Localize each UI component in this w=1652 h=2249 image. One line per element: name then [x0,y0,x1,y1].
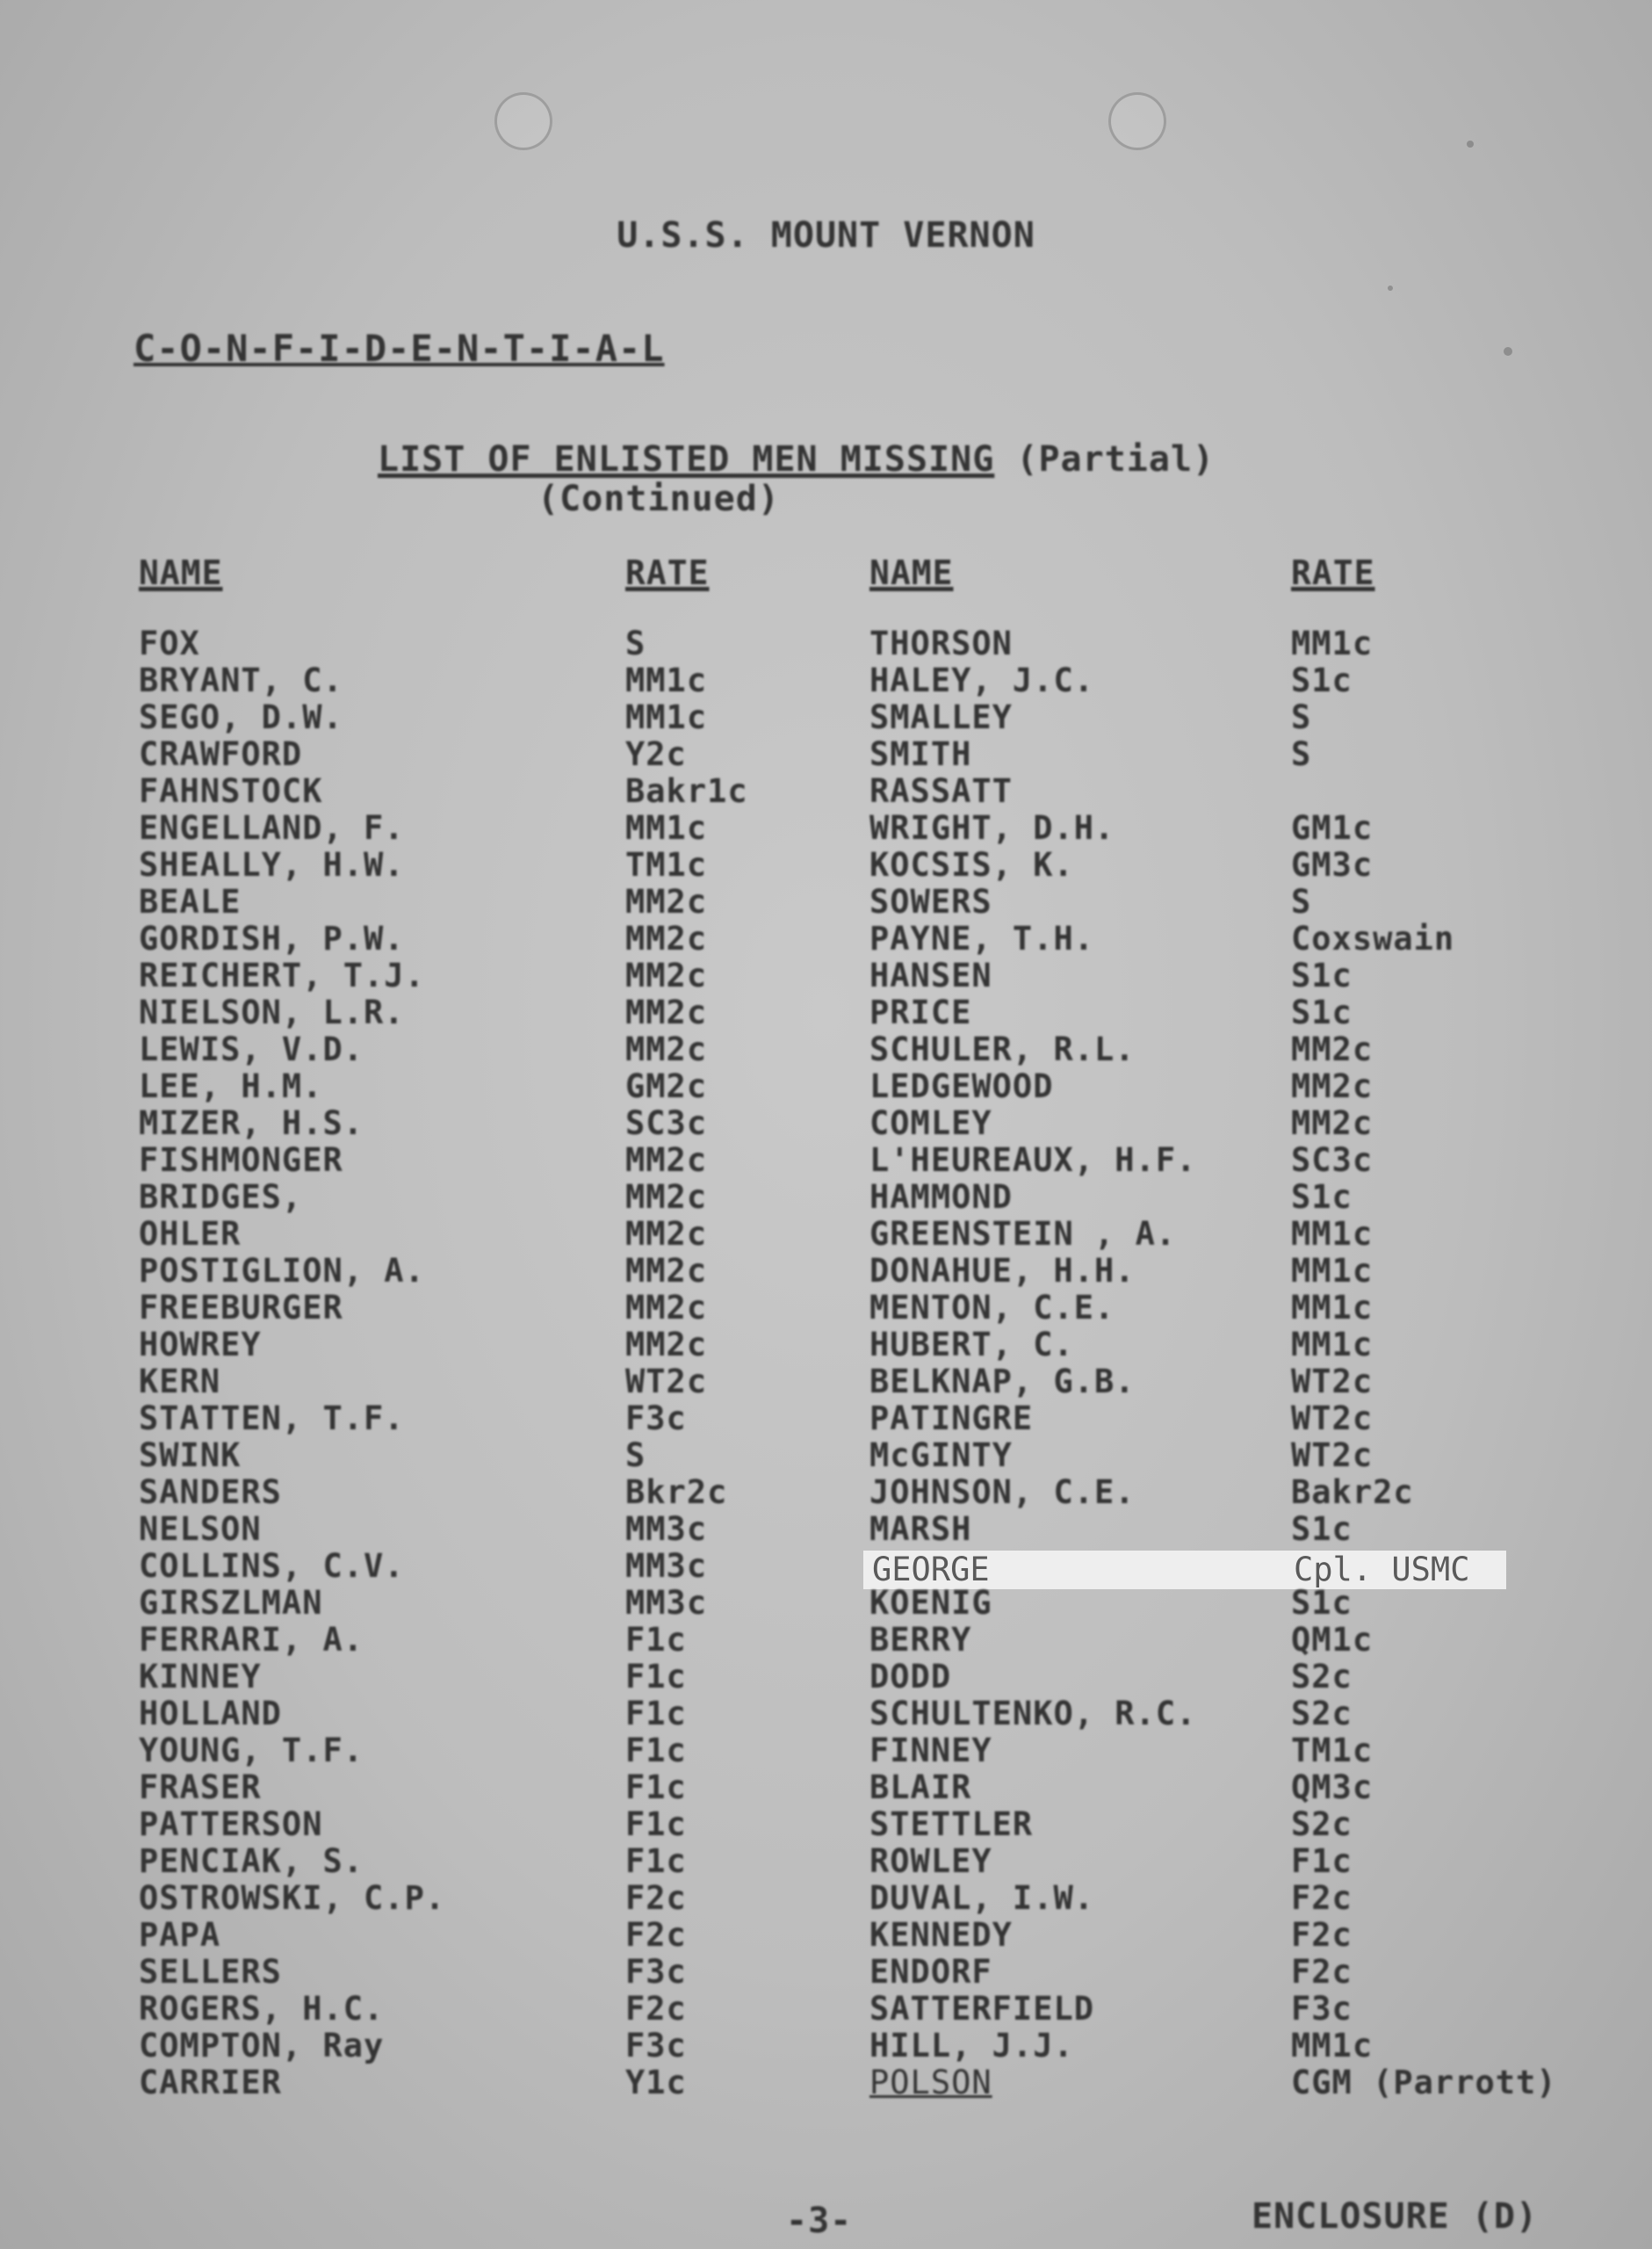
left-row-name: HOLLAND [139,1695,282,1732]
left-row-name: BRYANT, C. [139,662,343,699]
left-row-rate: GM2c [625,1067,708,1105]
left-row-rate: Y2c [625,735,687,773]
highlighted-rate: Cpl. USMC [1294,1551,1470,1588]
right-row-name: HUBERT, C. [869,1326,1074,1363]
left-row-rate: Bkr2c [625,1473,728,1511]
right-row-name: SMITH [869,735,972,773]
right-row-name: SCHULER, R.L. [869,1030,1136,1068]
right-row-rate: Coxswain [1291,920,1455,958]
right-row-rate: MM1c [1291,1326,1374,1363]
left-row-rate: MM1c [625,662,708,699]
left-row-name: COLLINS, C.V. [139,1547,405,1585]
left-row-rate: MM2c [625,957,708,994]
left-row-name: BRIDGES, [139,1178,303,1216]
right-row-rate: S1c [1291,1510,1353,1548]
list-title [378,439,1215,480]
right-row-name: THORSON [869,625,1013,662]
left-row-name: GORDISH, P.W. [139,920,405,958]
right-row-name: BELKNAP, G.B. [869,1363,1136,1400]
right-rate-column [1291,626,1557,2101]
right-row-name: WRIGHT, D.H. [869,809,1115,847]
right-row-name: ENDORF [869,1953,992,1991]
paper-speck [1467,141,1474,148]
left-row-name: KERN [139,1363,221,1400]
right-row-name: SCHULTENKO, R.C. [869,1695,1197,1732]
right-row-name: MARSH [869,1510,972,1548]
right-row-name: KENNEDY [869,1916,1013,1954]
right-row-name: HAMMOND [869,1178,1013,1216]
punch-hole-left [494,92,552,150]
left-row-rate: WT2c [625,1363,708,1400]
left-row-rate: MM2c [625,920,708,958]
right-row-rate: MM2c [1291,1030,1374,1068]
left-row-name: CRAWFORD [139,735,303,773]
left-row-rate: MM2c [625,1141,708,1179]
left-row-name: CARRIER [139,2064,282,2101]
punch-hole-right [1108,92,1166,150]
right-row-rate: SC3c [1291,1141,1374,1179]
right-row-rate: F1c [1291,1842,1353,1880]
left-row-rate: F1c [625,1695,687,1732]
left-row-rate: TM1c [625,846,708,884]
right-row-rate: F2c [1291,1953,1353,1991]
right-row-rate: MM2c [1291,1067,1374,1105]
left-row-name: LEWIS, V.D. [139,1030,364,1068]
right-row-rate: S [1291,735,1312,773]
left-row-rate: F3c [625,1953,687,1991]
right-row-name: DODD [869,1658,952,1696]
right-row-rate: WT2c [1291,1436,1374,1474]
right-row-name: McGINTY [869,1436,1013,1474]
left-row-rate: MM2c [625,1215,708,1253]
right-row-rate: F3c [1291,1990,1353,2028]
left-row-rate: MM3c [625,1510,708,1548]
column-header-name-left: NAME [139,553,223,592]
left-row-rate: F3c [625,1399,687,1437]
left-row-name: PAPA [139,1916,221,1954]
left-row-name: STATTEN, T.F. [139,1399,405,1437]
left-row-name: NELSON [139,1510,262,1548]
right-row-name: HALEY, J.C. [869,662,1095,699]
right-row-name: GREENSTEIN , A. [869,1215,1177,1253]
right-row-name: PATINGRE [869,1399,1034,1437]
right-row-name: COMLEY [869,1104,992,1142]
left-row-name: POSTIGLION, A. [139,1252,425,1290]
left-row-name: PENCIAK, S. [139,1842,364,1880]
page-number: -3- [786,2201,853,2241]
left-row-rate: MM2c [625,1030,708,1068]
right-row-rate: S [1291,883,1312,921]
column-header-name-right: NAME [869,553,954,592]
left-row-rate: F2c [625,1879,687,1917]
left-row-name: MIZER, H.S. [139,1104,364,1142]
left-row-rate: MM2c [625,883,708,921]
left-row-rate: MM2c [625,1326,708,1363]
left-row-rate: F1c [625,1768,687,1806]
right-row-name: HANSEN [869,957,992,994]
right-row-rate: WT2c [1291,1363,1374,1400]
right-row-name: JOHNSON, C.E. [869,1473,1136,1511]
left-row-name: SWINK [139,1436,242,1474]
right-row-name: HILL, J.J. [869,2027,1074,2065]
right-row-rate: MM1c [1291,1252,1374,1290]
paper-speck [1504,347,1512,356]
paper-speck [1388,286,1393,291]
left-name-column [139,626,445,2101]
right-row-name: ROWLEY [869,1842,992,1880]
right-row-rate: S1c [1291,994,1353,1031]
enclosure-label: ENCLOSURE (D) [1252,2196,1539,2237]
left-rate-column [625,626,748,2101]
left-row-rate: F3c [625,2027,687,2065]
left-row-rate: F2c [625,1916,687,1954]
right-row-rate: S [1291,698,1312,736]
right-row-rate: GM3c [1291,846,1374,884]
left-row-rate: MM3c [625,1584,708,1622]
left-row-name: REICHERT, T.J. [139,957,425,994]
column-header-rate-right: RATE [1291,553,1375,592]
left-row-rate: F1c [625,1621,687,1659]
left-row-name: SANDERS [139,1473,282,1511]
left-row-name: FOX [139,625,200,662]
right-row-rate: CGM (Parrott) [1291,2064,1557,2101]
right-row-name: MENTON, C.E. [869,1289,1115,1327]
left-row-rate: MM3c [625,1547,708,1585]
left-row-rate: S [625,1436,646,1474]
left-row-name: FAHNSTOCK [139,772,323,810]
right-row-name: KOENIG [869,1584,992,1622]
right-row-rate: MM1c [1291,625,1374,662]
right-row-name: RASSATT [869,772,1013,810]
right-row-rate: MM1c [1291,1289,1374,1327]
right-row-name: KOCSIS, K. [869,846,1074,884]
right-row-rate: F2c [1291,1879,1353,1917]
left-row-name: SHEALLY, H.W. [139,846,405,884]
right-name-column [869,626,1196,2101]
right-row-rate: QM1c [1291,1621,1374,1659]
right-row-rate: S1c [1291,662,1353,699]
left-row-rate: MM2c [625,994,708,1031]
right-row-name: LEDGEWOOD [869,1067,1054,1105]
right-row-rate: WT2c [1291,1399,1374,1437]
left-row-rate: MM2c [625,1178,708,1216]
right-row-name: PAYNE, T.H. [869,920,1095,958]
left-row-name: SEGO, D.W. [139,698,343,736]
right-row-rate: MM2c [1291,1104,1374,1142]
left-row-name: COMPTON, Ray [139,2027,385,2065]
left-row-rate: MM2c [625,1289,708,1327]
left-row-rate: F1c [625,1805,687,1843]
right-row-name: POLSON [869,2064,992,2101]
left-row-name: NIELSON, L.R. [139,994,405,1031]
left-row-name: ENGELLAND, F. [139,809,405,847]
right-row-name: SOWERS [869,883,992,921]
right-row-rate: S2c [1291,1695,1353,1732]
right-row-rate: Bakr2c [1291,1473,1414,1511]
left-row-name: LEE, H.M. [139,1067,323,1105]
right-row-name: DONAHUE, H.H. [869,1252,1136,1290]
left-row-rate: F2c [625,1990,687,2028]
right-row-rate: S1c [1291,957,1353,994]
left-row-name: ROGERS, H.C. [139,1990,385,2028]
right-row-name: FINNEY [869,1732,992,1769]
left-row-name: SELLERS [139,1953,282,1991]
right-row-rate: TM1c [1291,1732,1374,1769]
right-row-name: BLAIR [869,1768,972,1806]
right-row-name: SATTERFIELD [869,1990,1095,2028]
classification-mark: C-O-N-F-I-D-E-N-T-I-A-L [133,327,665,370]
list-subtitle: (Continued) [537,479,780,519]
right-row-rate: MM1c [1291,2027,1374,2065]
column-header-rate-left: RATE [625,553,710,592]
left-row-name: OHLER [139,1215,242,1253]
left-row-name: GIRSZLMAN [139,1584,323,1622]
right-row-rate: MM1c [1291,1215,1374,1253]
left-row-rate: F1c [625,1842,687,1880]
right-row-name: SMALLEY [869,698,1013,736]
left-row-rate: F1c [625,1732,687,1769]
left-row-name: FISHMONGER [139,1141,343,1179]
right-row-name: L'HEUREAUX, H.F. [869,1141,1197,1179]
left-row-name: FREEBURGER [139,1289,343,1327]
left-row-name: OSTROWSKI, C.P. [139,1879,446,1917]
list-title-main: LIST OF ENLISTED MEN MISSING [378,439,995,480]
left-row-name: YOUNG, T.F. [139,1732,364,1769]
right-row-name: DUVAL, I.W. [869,1879,1095,1917]
right-row-rate [1291,773,1557,810]
ship-name: U.S.S. MOUNT VERNON [617,215,1035,256]
right-row-rate: S2c [1291,1658,1353,1696]
left-row-name: KINNEY [139,1658,262,1696]
left-row-rate: F1c [625,1658,687,1696]
right-row-name: STETTLER [869,1805,1034,1843]
right-row-rate: S1c [1291,1178,1353,1216]
right-row-rate: QM3c [1291,1768,1374,1806]
right-row-rate: S2c [1291,1805,1353,1843]
left-row-rate: Bakr1c [625,772,748,810]
right-row-name: BERRY [869,1621,972,1659]
highlighted-name: GEORGE [872,1551,990,1588]
left-row-name: PATTERSON [139,1805,323,1843]
left-row-rate: SC3c [625,1104,708,1142]
list-title-suffix: (Partial) [994,439,1216,480]
right-row-rate: F2c [1291,1916,1353,1954]
left-row-rate: MM1c [625,698,708,736]
left-row-name: FERRARI, A. [139,1621,364,1659]
right-row-name: PRICE [869,994,972,1031]
left-row-rate: MM2c [625,1252,708,1290]
left-row-rate: S [625,625,646,662]
roster-table [0,626,1652,2119]
right-row-rate: S1c [1291,1584,1353,1622]
left-row-name: FRASER [139,1768,262,1806]
left-row-rate: MM1c [625,809,708,847]
left-row-name: BEALE [139,883,242,921]
left-row-name: HOWREY [139,1326,262,1363]
left-row-rate: Y1c [625,2064,687,2101]
right-row-rate: GM1c [1291,809,1374,847]
